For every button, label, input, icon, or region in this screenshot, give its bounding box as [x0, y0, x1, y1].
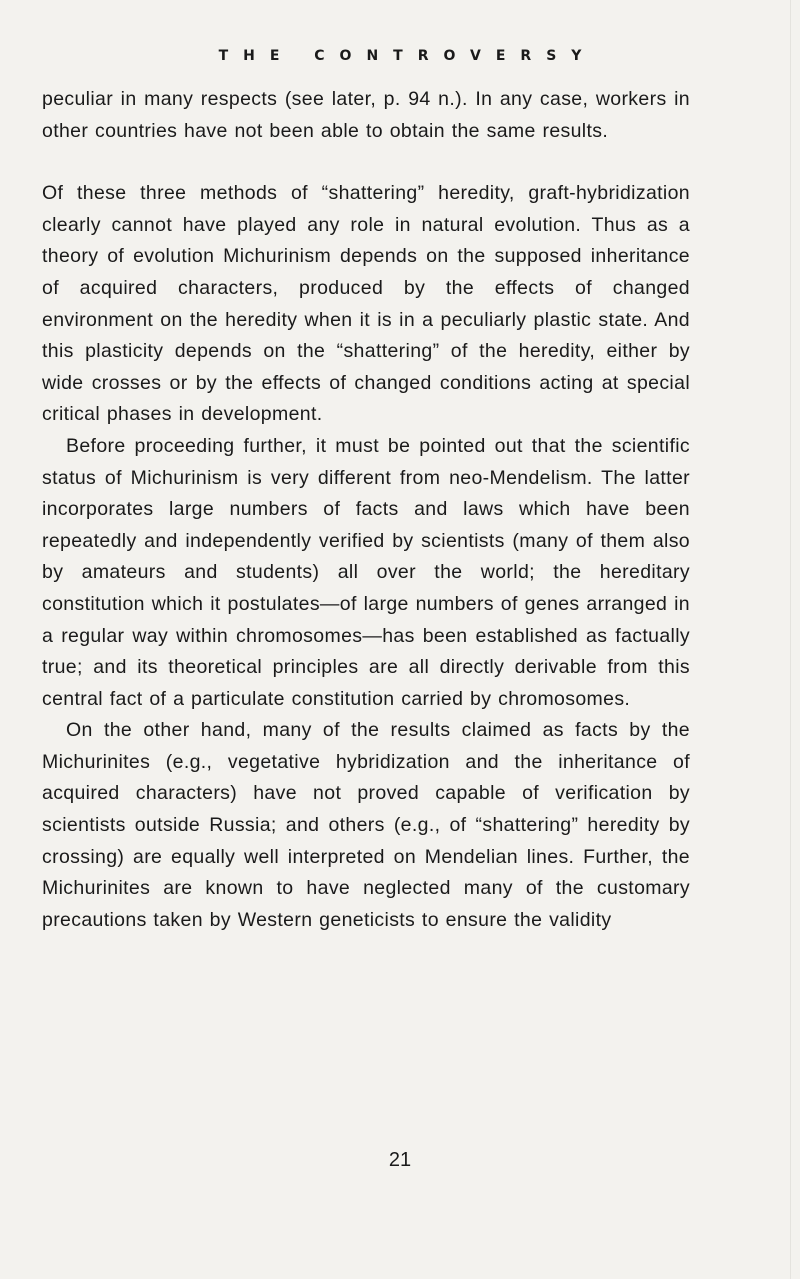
paragraph-4: On the other hand, many of the results claimed as facts by the Michurinites (e.g., vegetative hybridization and the inheritance of acquired characters) have not proved capable of verification by scientists outside Russia; and others (e.g., of “shattering” heredity by crossing) are equally well interpreted on Mendelian lines. Further, the Michurinites are known to have neglected many of the customary precautions taken by Western geneticists to ensure the validity [42, 719, 690, 931]
paragraph-1: peculiar in many respects (see later, p. 94 n.). In any case, workers in other countries have not been able to obtain the same results. [42, 88, 690, 142]
paragraph-3: Before proceeding further, it must be pointed out that the scientific status of Michurinism is very different from neo-Mendelism. The latter incorporates large numbers of facts and laws which have been repeatedly and independently verified by scientists (many of them also by amateurs and students) all over the world; the hereditary constitution which it postulates—of large numbers of genes arranged in a regular way within chromosomes—has been established as factually true; and its theoretical principles are all directly derivable from this central fact of a particulate constitution carried by chromosomes. [42, 434, 690, 710]
paragraph-2: Of these three methods of “shattering” heredity, graft-hybridization clearly cannot have played any role in natural evolution. Thus as a theory of evolution Michurinism depends on the supposed inheritance of acquired characters, produced by the effects of changed environment on the heredity when it is in a peculiarly plastic state. And this plasticity depends on the “shattering” of the heredity, either by wide crosses or by the effects of changed conditions acting at special critical phases in development. [42, 182, 690, 426]
running-head: THE CONTROVERSY [218, 48, 597, 64]
body-text [42, 84, 690, 936]
page-number: 21 [388, 1149, 412, 1171]
page-edge-shadow [790, 0, 791, 1279]
